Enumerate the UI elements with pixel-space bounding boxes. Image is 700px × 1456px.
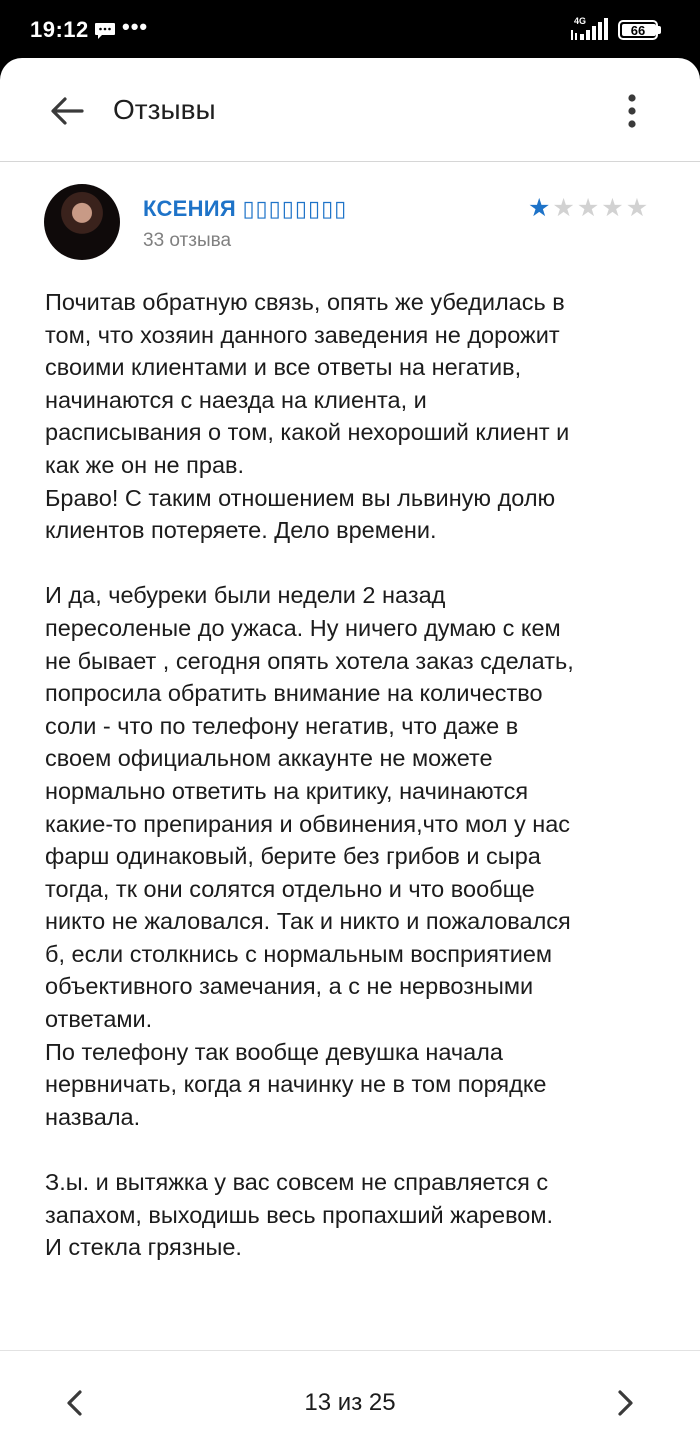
review-text-line: своими клиентами и все ответы на негатив, [45,354,522,381]
review-text-line: запахом, выходишь весь пропахший жаревом. [45,1201,554,1228]
status-more-dots: ••• [122,14,149,39]
review-text-line: том, что хозяин данного заведения не дорожит [45,321,560,348]
review-text-line: З.ы. и вытяжка у вас совсем не справляется с [45,1169,549,1196]
chevron-right-icon [617,1389,635,1417]
app-window [0,58,700,1456]
pager-label: 13 из 25 [304,1389,396,1416]
review-text-line: б, если столкнись с нормальным восприятием [45,940,553,967]
author-name[interactable] [143,196,347,222]
review-text-line: нервничать, когда я начинку не в том порядке [45,1071,547,1098]
review-count: 33 отзыва [143,230,232,251]
app-header [0,58,700,162]
review-text-line: соли - что по телефону негатив, что даже в [45,712,519,739]
review-text-line: Почитав обратную связь, опять же убедилась в [45,289,565,315]
paragraph-gap [45,547,675,580]
status-time: 19:12 [30,17,89,42]
review-text-line: никто не жаловался. Так и никто и пожаловался [45,908,571,935]
author-name-text: КСЕНИЯ [143,196,237,221]
message-icon [94,22,116,40]
review-text-line: назвала. [45,1103,141,1130]
star-empty-icon: ★ [625,194,649,222]
review-text-line: пересоленые до ужаса. Ну ничего думаю с кем [45,614,561,641]
review-text-line: расписывания о том, какой нехороший клиент и [45,419,570,446]
review-text-line: нормально ответить на критику, начинаются [45,777,529,804]
review-text-line: своем официальном аккаунте не можете [45,745,493,772]
star-empty-icon: ★ [601,194,624,222]
network-label: 4G [574,16,587,26]
review-text-line: объективного замечания, а с не нервозными [45,973,534,1000]
more-options-button[interactable] [612,88,652,134]
back-button[interactable] [44,88,90,134]
review-card [0,162,700,1350]
battery-level-text: 66 [630,22,646,38]
star-filled-icon: ★ [528,194,551,222]
review-text-line: клиентов потеряете. Дело времени. [45,517,437,544]
more-vertical-icon [627,94,637,128]
author-name-suffix: ▯▯▯▯▯▯▯▯ [242,196,348,221]
arrow-left-icon [50,96,84,126]
review-text-line: начинаются с наезда на клиента, и [45,386,427,413]
review-text-line: По телефону так вообще девушка начала [45,1038,503,1065]
avatar[interactable] [44,184,120,260]
review-text-line: фарш одинаковый, берите без грибов и сыра [45,843,541,870]
review-text-line: как же он не прав. [45,451,245,478]
review-text-line: ответами. [45,1006,153,1033]
review-text-line: И да, чебуреки были недели 2 назад [45,582,446,609]
signal-icon [568,16,610,42]
next-review-button[interactable] [608,1381,644,1425]
star-empty-icon: ★ [552,194,575,222]
page-title: Отзывы [113,94,216,125]
pager-bar [0,1350,700,1456]
review-text-line: Браво! С таким отношением вы львиную долю [45,484,556,511]
paragraph-gap [45,1133,675,1166]
review-text-line: какие-то препирания и обвинения,что мол у нас [45,810,571,837]
battery-icon [618,20,662,42]
review-text-line: тогда, тк они солятся отдельно и что вообще [45,875,535,902]
review-text-line: И стекла грязные. [45,1234,242,1261]
review-text-line: не бывает , сегодня опять хотела заказ сделать, [45,647,574,674]
star-empty-icon: ★ [576,194,600,222]
status-bar [0,0,700,62]
review-text [45,286,675,1264]
star-rating [528,196,648,221]
review-text-line: попросила обратить внимание на количество [45,680,543,707]
